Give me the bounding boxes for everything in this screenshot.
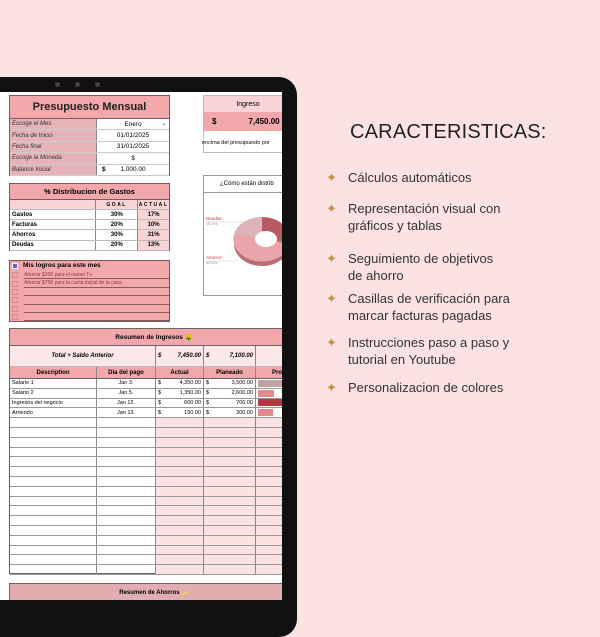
- day-cell[interactable]: [97, 536, 156, 545]
- actual-header: ACTUAL: [138, 201, 169, 208]
- progress-cell: [256, 536, 282, 545]
- pct-ahorros: 45.8%: [206, 260, 218, 265]
- currency: $: [206, 390, 210, 397]
- progress-cell: [256, 546, 282, 555]
- day-cell[interactable]: [97, 487, 156, 496]
- planned-cell: [204, 379, 256, 388]
- income-row: [10, 418, 282, 428]
- planned-cell: [204, 565, 256, 574]
- goals-title: Mis logros para este mes: [23, 262, 101, 269]
- income-row: [10, 399, 282, 409]
- income-row: [10, 546, 282, 556]
- income-currency: $: [212, 117, 217, 126]
- month-select[interactable]: [97, 119, 169, 129]
- donut-hole: [255, 231, 277, 247]
- description-cell[interactable]: [10, 418, 97, 427]
- label-deudas: Deudas: [206, 216, 222, 221]
- column-header: Description: [10, 367, 97, 378]
- distribution-title: % Distribucion de Gastos: [10, 184, 169, 200]
- actual-cell: [156, 555, 204, 564]
- progress-cell: [256, 497, 282, 506]
- description-cell[interactable]: [10, 506, 97, 515]
- feature-text: [348, 379, 503, 396]
- savings-summary-header: [9, 583, 282, 600]
- feature-line: Seguimiento de objetivos: [348, 251, 494, 266]
- goal-checkbox[interactable]: [12, 281, 18, 287]
- goal-checkbox[interactable]: [12, 289, 18, 295]
- income-row: [10, 389, 282, 399]
- progress-bar: [258, 390, 274, 397]
- budget-row-value: [97, 142, 169, 152]
- day-cell[interactable]: [97, 546, 156, 555]
- income-row: [10, 555, 282, 565]
- progress-bar: [258, 399, 282, 406]
- budget-row: [10, 153, 169, 164]
- actual-cell: [156, 418, 204, 427]
- planned-value: 300.00: [236, 409, 253, 416]
- actual-value: 1,350.00: [179, 390, 201, 397]
- progress-cell: [256, 555, 282, 564]
- budget-row-value: [97, 153, 169, 163]
- sparkle-icon: ✦: [326, 335, 337, 350]
- goal-text: [24, 305, 169, 313]
- budget-row-label: Fecha de Inicio: [10, 130, 97, 140]
- day-cell[interactable]: Jan 13.: [97, 408, 156, 417]
- goals-header: [12, 262, 101, 269]
- goal-text: Ahorrar $200 para el nuevo Tv: [24, 271, 169, 279]
- actual-cell: [156, 477, 204, 486]
- sparkle-icon: ✦: [326, 380, 337, 395]
- description-cell[interactable]: [10, 516, 97, 525]
- actual-cell: [156, 487, 204, 496]
- actual-cell: [156, 526, 204, 535]
- income-summary-title: Resumen de Ingresos: [115, 333, 183, 341]
- column-header: Planeado: [204, 367, 256, 378]
- day-cell[interactable]: [97, 448, 156, 457]
- category-name: Ahorros: [10, 230, 96, 239]
- feature-text: [348, 290, 510, 324]
- description-cell[interactable]: [10, 555, 97, 564]
- actual-value: 17%: [138, 210, 169, 219]
- progress-cell: [256, 408, 282, 417]
- sparkle-icon: ✦: [326, 251, 337, 266]
- camera-dot: [55, 82, 60, 87]
- donut-chart: [204, 194, 282, 294]
- goal-item: [12, 279, 169, 287]
- day-cell[interactable]: [97, 467, 156, 476]
- feature-line: Cálculos automáticos: [348, 170, 472, 185]
- actual-cell: [156, 506, 204, 515]
- progress-cell: [256, 467, 282, 476]
- day-cell[interactable]: [97, 555, 156, 564]
- sparkle-icon: ✦: [326, 291, 337, 306]
- currency: $: [158, 399, 162, 406]
- spreadsheet-screen: [0, 92, 282, 600]
- goal-value: 20%: [96, 241, 138, 250]
- category-name: Gastos: [10, 210, 96, 219]
- income-row: [10, 448, 282, 458]
- feature-line: tutorial en Youtube: [348, 352, 456, 367]
- planned-cell: [204, 448, 256, 457]
- description-cell[interactable]: Arriendo: [10, 408, 97, 417]
- distribution-chart: [203, 175, 282, 296]
- actual-cell: [156, 457, 204, 466]
- day-cell[interactable]: [97, 457, 156, 466]
- budget-row-label: Balance Inicial: [10, 165, 97, 175]
- column-header: Dia del pago: [97, 367, 156, 378]
- feature-line: Personalizacion de colores: [348, 380, 504, 395]
- actual-cell: [156, 546, 204, 555]
- goal-checkbox[interactable]: [12, 314, 18, 320]
- goals-panel: [9, 260, 170, 322]
- distribution-row: [10, 230, 169, 240]
- feature-item: [326, 334, 509, 368]
- money-face-icon: 🤑: [184, 334, 193, 341]
- actual-value: 600.00: [184, 399, 201, 406]
- feature-line: gráficos y tablas: [348, 218, 442, 233]
- feature-line: Representación visual con: [348, 201, 501, 216]
- progress-cell: [256, 506, 282, 515]
- description-cell[interactable]: Salario 1: [10, 379, 97, 388]
- progress-cell: [256, 526, 282, 535]
- goal-item: [12, 296, 169, 304]
- progress-cell: [256, 516, 282, 525]
- description-cell[interactable]: [10, 497, 97, 506]
- description-cell[interactable]: Ingresos del negocio: [10, 399, 97, 408]
- income-row: [10, 536, 282, 546]
- progress-cell: [256, 457, 282, 466]
- progress-bar: [258, 409, 273, 416]
- feature-text: [348, 200, 500, 234]
- goal-checkbox[interactable]: [12, 272, 18, 278]
- progress-cell: [256, 477, 282, 486]
- budget-row: [10, 130, 169, 141]
- income-row: [10, 565, 282, 575]
- planned-value: 3,500.00: [231, 380, 253, 387]
- goal-item: [12, 313, 169, 321]
- planned-cell: [204, 546, 256, 555]
- actual-cell: [156, 497, 204, 506]
- goal-value: 30%: [96, 230, 138, 239]
- feature-text: [348, 169, 472, 186]
- feature-text: [348, 334, 509, 368]
- sparkle-icon: ✦: [326, 170, 337, 185]
- planned-cell: [204, 399, 256, 408]
- income-row: [10, 428, 282, 438]
- description-cell[interactable]: [10, 428, 97, 437]
- budget-row-label: Fecha final: [10, 142, 97, 152]
- planned-cell: [204, 526, 256, 535]
- income-row: [10, 457, 282, 467]
- feature-line: de ahorro: [348, 268, 404, 283]
- goal-value: 20%: [96, 220, 138, 229]
- currency: $: [158, 380, 162, 387]
- day-cell[interactable]: [97, 418, 156, 427]
- currency: $: [158, 390, 162, 397]
- goal-header: GOAL: [96, 200, 138, 209]
- income-row: [10, 497, 282, 507]
- feature-item: [326, 250, 493, 284]
- value: Enero: [124, 120, 142, 128]
- planned-cell: [204, 497, 256, 506]
- checked-checkbox[interactable]: [12, 263, 18, 269]
- planned-cell: [204, 506, 256, 515]
- progress-cell: [256, 399, 282, 408]
- day-cell[interactable]: [97, 477, 156, 486]
- goal-text: [24, 288, 169, 296]
- planned-cell: [204, 438, 256, 447]
- description-cell[interactable]: [10, 526, 97, 535]
- chart-title: ¿Cómo están distrib: [204, 176, 282, 193]
- description-cell[interactable]: Salario 2: [10, 389, 97, 398]
- sparkle-icon: ✨: [181, 590, 189, 597]
- planned-cell: [204, 536, 256, 545]
- planned-cell: [204, 457, 256, 466]
- camera-dot: [95, 82, 100, 87]
- distribution-panel: [9, 183, 170, 251]
- income-row: [10, 477, 282, 487]
- description-cell[interactable]: [10, 438, 97, 447]
- budget-row-label: Escoge la Moneda: [10, 153, 97, 163]
- goal-value: 30%: [96, 210, 138, 219]
- category-name: Deudas: [10, 241, 96, 250]
- value: $: [131, 154, 135, 162]
- planned-cell: [204, 418, 256, 427]
- planned-cell: [204, 487, 256, 496]
- planned-value: 2,600.00: [231, 390, 253, 397]
- actual-cell: [156, 448, 204, 457]
- description-cell[interactable]: [10, 448, 97, 457]
- actual-cell: [156, 379, 204, 388]
- progress-cell: [256, 418, 282, 427]
- income-card: [203, 95, 282, 153]
- day-cell[interactable]: [97, 516, 156, 525]
- income-row: [10, 467, 282, 477]
- day-cell[interactable]: Jan 12.: [97, 399, 156, 408]
- planned-cell: [204, 477, 256, 486]
- progress-cell: [256, 438, 282, 447]
- planned-cell: [204, 389, 256, 398]
- day-cell[interactable]: Jan 5.: [97, 389, 156, 398]
- actual-cell: [156, 428, 204, 437]
- progress-cell: [256, 379, 282, 388]
- income-row: [10, 526, 282, 536]
- features-title: CARACTERISTICAS:: [350, 121, 547, 143]
- day-cell[interactable]: [97, 506, 156, 515]
- goal-text: Ahorrar $700 para la cuota inicial de la casa: [24, 279, 169, 287]
- actual-cell: [156, 389, 204, 398]
- progress-cell: [256, 448, 282, 457]
- actual-cell: [156, 408, 204, 417]
- day-cell[interactable]: [97, 526, 156, 535]
- feature-line: Casillas de verificación para: [348, 291, 510, 306]
- total-planned: 7,100.00: [229, 353, 253, 359]
- day-cell[interactable]: [97, 438, 156, 447]
- currency: $: [158, 353, 162, 359]
- planned-cell: [204, 516, 256, 525]
- income-card-title: Ingreso: [204, 96, 282, 112]
- currency: $: [206, 399, 210, 406]
- actual-cell: [156, 516, 204, 525]
- savings-summary-title: Resumen de Ahorros: [119, 590, 180, 596]
- description-cell[interactable]: [10, 477, 97, 486]
- income-row: [10, 408, 282, 418]
- description-cell[interactable]: [10, 565, 97, 574]
- total-actual: 7,450.00: [177, 353, 201, 359]
- currency: $: [206, 409, 210, 416]
- dropdown-arrow-icon[interactable]: ▼: [162, 121, 166, 127]
- camera-dot: [75, 82, 80, 87]
- description-cell[interactable]: [10, 467, 97, 476]
- category-name: Facturas: [10, 220, 96, 229]
- day-cell[interactable]: [97, 428, 156, 437]
- planned-value: 700.00: [236, 399, 253, 406]
- day-cell[interactable]: [97, 497, 156, 506]
- feature-item: [326, 200, 500, 234]
- currency: $: [206, 353, 210, 359]
- budget-title: Presupuesto Mensual: [10, 96, 169, 119]
- budget-row-value: [97, 130, 169, 140]
- actual-cell: [156, 467, 204, 476]
- day-cell[interactable]: [97, 565, 156, 574]
- progress-cell: [256, 487, 282, 496]
- label-ahorros: Ahorros: [206, 255, 222, 260]
- goal-item: [12, 305, 169, 313]
- currency: $: [102, 166, 106, 174]
- feature-text: [348, 250, 493, 284]
- description-cell[interactable]: [10, 546, 97, 555]
- feature-item: [326, 290, 510, 324]
- feature-line: marcar facturas pagadas: [348, 308, 492, 323]
- total-label: Total + Saldo Anterior: [10, 346, 156, 366]
- distribution-row: [10, 241, 169, 251]
- planned-cell: [204, 428, 256, 437]
- actual-value: 31%: [138, 230, 169, 239]
- feature-item: [326, 169, 472, 186]
- budget-row-value: [97, 165, 169, 175]
- goal-text: [24, 296, 169, 304]
- value: 1,000.00: [120, 166, 146, 174]
- goal-item: [12, 288, 169, 296]
- progress-bar: [258, 380, 282, 387]
- income-row: [10, 516, 282, 526]
- description-cell[interactable]: [10, 487, 97, 496]
- income-row: [10, 438, 282, 448]
- column-header: Actual: [156, 367, 204, 378]
- goal-checkbox[interactable]: [12, 297, 18, 303]
- goal-checkbox[interactable]: [12, 306, 18, 312]
- budget-row-label: Escoge el Mes: [10, 119, 97, 129]
- progress-cell: [256, 389, 282, 398]
- description-cell[interactable]: [10, 536, 97, 545]
- progress-cell: [256, 428, 282, 437]
- planned-cell: [204, 408, 256, 417]
- income-row: [10, 379, 282, 389]
- value: 01/01/2025: [116, 132, 150, 140]
- actual-value: 10%: [138, 220, 169, 229]
- budget-panel: [9, 95, 170, 176]
- actual-value: 13%: [138, 241, 169, 250]
- income-note: encima del presupuesto por: [202, 140, 270, 146]
- goal-text: [24, 313, 169, 321]
- value: 31/01/2025: [116, 143, 150, 151]
- distribution-row: [10, 210, 169, 220]
- currency: $: [158, 409, 162, 416]
- actual-cell: [156, 438, 204, 447]
- day-cell[interactable]: Jan 3.: [97, 379, 156, 388]
- progress-cell: [256, 565, 282, 574]
- pct-deudas: 18.9%: [206, 221, 218, 226]
- actual-cell: [156, 399, 204, 408]
- currency: $: [206, 380, 210, 387]
- budget-row: [10, 142, 169, 153]
- planned-cell: [204, 555, 256, 564]
- description-cell[interactable]: [10, 457, 97, 466]
- sparkle-icon: ✦: [326, 201, 337, 216]
- budget-row: [10, 119, 169, 130]
- actual-cell: [156, 536, 204, 545]
- income-summary-table: [9, 328, 282, 574]
- income-value: 7,450.00: [248, 117, 280, 126]
- distribution-row: [10, 220, 169, 230]
- column-header: Pro: [271, 369, 282, 376]
- goal-item: [12, 271, 169, 279]
- actual-value: 4,350.00: [179, 380, 201, 387]
- income-row: [10, 506, 282, 516]
- planned-cell: [204, 467, 256, 476]
- budget-row: [10, 165, 169, 176]
- actual-value: 150.00: [184, 409, 201, 416]
- actual-cell: [156, 565, 204, 574]
- feature-item: [326, 379, 503, 396]
- feature-line: Instrucciones paso a paso y: [348, 335, 510, 350]
- income-row: [10, 487, 282, 497]
